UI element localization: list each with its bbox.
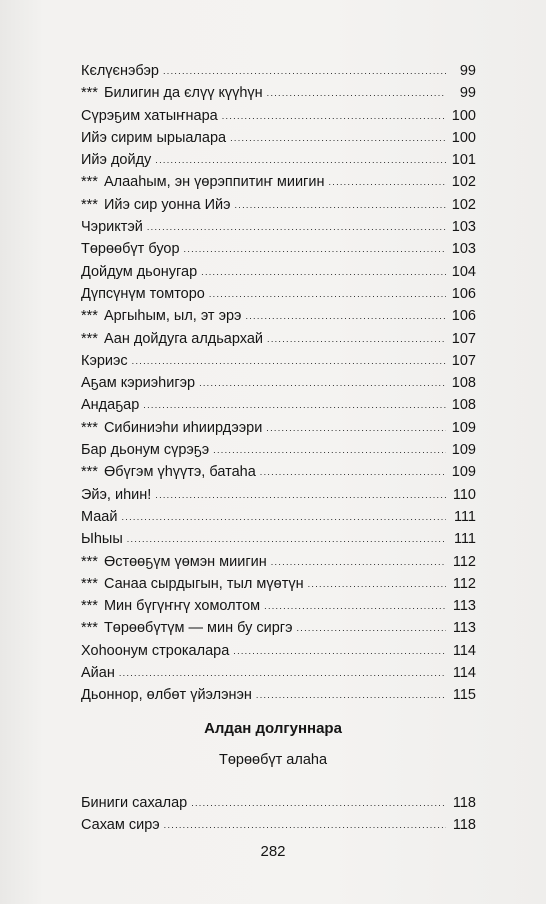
toc-entry [81, 105, 476, 127]
dot-leader [127, 527, 446, 550]
toc-entry [81, 484, 476, 506]
toc-entry-title [81, 261, 197, 283]
toc-entry-title [81, 461, 256, 483]
toc-entry-title [81, 684, 252, 706]
toc-entry [81, 573, 476, 595]
toc-entry-page: 112 [452, 575, 476, 592]
toc-entry-page: 107 [451, 330, 476, 347]
toc-entry-title [81, 506, 117, 528]
toc-entry-page: 101 [451, 152, 476, 169]
toc-entry [81, 305, 476, 327]
toc-entry-page: 111 [453, 531, 476, 548]
toc-entry [81, 238, 476, 260]
toc-entry-title-text: Ыһыы [81, 531, 123, 548]
toc-entry-title [81, 216, 143, 238]
toc-entry-title-text: Кєлүєнэбэр [81, 63, 159, 79]
toc-entry-page: 109 [451, 464, 476, 481]
toc-entry-title [81, 528, 123, 550]
dot-leader [256, 683, 446, 706]
toc-entry-title-text: Хоһоонум строкалара [81, 642, 230, 659]
toc-entry-title [81, 194, 231, 216]
toc-entry-title [81, 82, 263, 104]
toc-entry-page: 118 [452, 795, 476, 811]
toc-entry-page: 108 [451, 375, 476, 392]
toc-entry-stars: *** [81, 330, 98, 347]
toc-entry-page: 113 [452, 620, 476, 637]
dot-leader [201, 260, 446, 283]
toc-entry-title [81, 792, 187, 814]
toc-entry-title-text: Мин бүгүҥҥү хомолтом [103, 598, 261, 615]
toc-entry-title-text: Өбүгэм үһүүтэ, батаһа [103, 464, 256, 481]
dot-leader [222, 104, 446, 127]
dot-leader [147, 215, 446, 238]
table-of-contents-continued [81, 792, 476, 837]
toc-entry-title-text: Эйэ, иһин! [81, 486, 152, 503]
dot-leader [119, 661, 446, 684]
dot-leader [191, 791, 446, 814]
toc-entry [81, 439, 476, 461]
toc-entry-page: 114 [452, 642, 476, 659]
toc-entry-stars: *** [81, 419, 98, 436]
toc-entry-title [81, 573, 304, 595]
toc-entry [81, 461, 476, 483]
toc-entry-title-text: Ийэ сирим ырыалара [81, 129, 227, 146]
toc-entry-page: 99 [459, 63, 476, 79]
toc-entry [81, 506, 476, 528]
toc-entry-title-text: Аан дойдуга алдьархай [103, 330, 264, 347]
toc-entry-title [81, 640, 229, 662]
toc-entry [81, 417, 476, 439]
toc-entry-stars: *** [81, 196, 98, 213]
toc-entry-title [81, 350, 128, 372]
toc-entry [81, 283, 476, 305]
toc-entry-title-text: Дүпсүнүм томторо [81, 285, 205, 302]
toc-entry [81, 551, 476, 573]
toc-entry-title [81, 439, 209, 461]
toc-entry-page: 100 [451, 107, 476, 124]
toc-entry-title [81, 283, 205, 305]
toc-entry-title-text: Сибиниэһи иһиирдээри [103, 419, 263, 436]
toc-entry-page: 109 [451, 442, 476, 459]
toc-entry-title [81, 238, 180, 260]
dot-leader [235, 193, 447, 216]
toc-entry-title [81, 595, 260, 617]
toc-entry [81, 684, 476, 706]
dot-leader [233, 639, 446, 662]
toc-entry-page: 99 [459, 85, 476, 102]
toc-entry [81, 194, 476, 216]
toc-entry-page: 103 [451, 219, 476, 236]
toc-entry-title-text: Бар дьонум сүрэҕэ [81, 442, 210, 459]
toc-entry [81, 261, 476, 283]
dot-leader [155, 483, 446, 506]
dot-leader [132, 349, 446, 372]
dot-leader [199, 371, 446, 394]
toc-entry-title [81, 372, 195, 394]
toc-entry-title-text: Биниги сахалар [81, 795, 188, 811]
toc-entry-title-text: Төрөөбүтүм — мин бу сиргэ [103, 620, 293, 637]
toc-entry-title-text: Ийэ дойду [81, 152, 152, 169]
dot-leader [328, 170, 446, 193]
section-heading: Алдан долгуннара [204, 720, 342, 737]
dot-leader [164, 813, 446, 836]
toc-entry-page: 100 [451, 129, 476, 146]
toc-entry-title-text: Төрөөбүт буор [81, 241, 180, 258]
toc-entry-page: 111 [453, 508, 476, 525]
dot-leader [184, 237, 446, 260]
toc-entry-title-text: Кэриэс [81, 352, 128, 369]
toc-entry-title-text: Андаҕар [81, 397, 140, 414]
dot-leader [267, 327, 446, 350]
toc-entry-page: 106 [451, 308, 476, 325]
toc-entry-title [81, 417, 262, 439]
toc-entry-title-text: Чэриктэй [81, 219, 143, 236]
toc-entry-page: 114 [452, 665, 476, 682]
toc-entry-page: 118 [452, 817, 476, 834]
toc-entry-title-text: Айан [81, 665, 115, 682]
toc-entry [81, 814, 476, 836]
toc-entry-stars: *** [81, 553, 98, 570]
toc-entry-title [81, 305, 241, 327]
toc-entry-page: 106 [451, 285, 476, 302]
toc-entry-title [81, 394, 139, 416]
toc-entry [81, 640, 476, 662]
toc-entry-title [81, 814, 160, 836]
dot-leader [121, 505, 446, 528]
toc-entry [81, 372, 476, 394]
toc-entry-title [81, 60, 159, 82]
toc-entry-stars: *** [81, 308, 98, 325]
toc-entry [81, 60, 476, 82]
toc-entry-page: 102 [451, 174, 476, 191]
toc-entry-stars: *** [81, 598, 98, 615]
toc-entry-title-text: Алааһым, эн үөрэппитиҥ миигин [103, 174, 325, 191]
toc-entry-title-text: Сүрэҕим хатыҥнара [81, 107, 218, 124]
toc-entry-title-text: Билигин да єлүү күүһүн [103, 85, 263, 102]
toc-entry [81, 350, 476, 372]
toc-entry-page: 107 [451, 352, 476, 369]
dot-leader [163, 59, 446, 82]
toc-entry-title [81, 171, 324, 193]
toc-entry [81, 216, 476, 238]
dot-leader [260, 460, 446, 483]
toc-entry [81, 171, 476, 193]
dot-leader [245, 304, 446, 327]
toc-entry-page: 104 [451, 263, 476, 280]
toc-entry-title [81, 149, 151, 171]
toc-entry-title-text: Аргыһым, ыл, эт эрэ [103, 308, 242, 325]
toc-entry-title [81, 617, 293, 639]
toc-entry-title [81, 484, 151, 506]
toc-entry-page: 109 [451, 419, 476, 436]
toc-entry [81, 595, 476, 617]
toc-entry-page: 103 [451, 241, 476, 258]
dot-leader [271, 550, 446, 573]
toc-entry-title [81, 662, 115, 684]
toc-entry-stars: *** [81, 174, 98, 191]
toc-entry-stars: *** [81, 620, 98, 637]
toc-entry-stars: *** [81, 464, 98, 481]
toc-entry-page: 108 [451, 397, 476, 414]
toc-entry-title-text: Маай [81, 508, 118, 525]
toc-entry-title-text: Сахам сирэ [81, 817, 160, 834]
toc-entry-title-text: Дьоннор, өлбөт үйэлэнэн [81, 687, 252, 704]
toc-entry-title [81, 105, 218, 127]
table-of-contents [81, 60, 476, 707]
toc-entry-page: 115 [452, 687, 476, 704]
dot-leader [266, 416, 446, 439]
dot-leader [264, 594, 446, 617]
toc-entry [81, 394, 476, 416]
toc-entry [81, 149, 476, 171]
toc-entry-title-text: Аҕам кэриэһигэр [81, 375, 196, 392]
dot-leader [209, 282, 446, 305]
toc-entry-stars: *** [81, 85, 98, 102]
dot-leader [297, 616, 447, 639]
dot-leader [267, 81, 446, 104]
toc-entry-title [81, 127, 226, 149]
toc-entry-title-text: Дойдум дьонугар [81, 263, 198, 280]
toc-entry [81, 82, 476, 104]
toc-entry-title-text: Санаа сырдыгын, тыл мүөтүн [103, 575, 304, 592]
toc-entry-page: 102 [451, 196, 476, 213]
toc-entry-page: 112 [452, 553, 476, 570]
toc-entry [81, 528, 476, 550]
dot-leader [213, 438, 446, 461]
dot-leader [230, 126, 446, 149]
dot-leader [308, 572, 446, 595]
toc-entry-page: 113 [452, 598, 476, 615]
page-number: 282 [260, 843, 286, 860]
toc-entry-title [81, 328, 263, 350]
toc-entry [81, 328, 476, 350]
toc-entry-page: 110 [452, 486, 476, 503]
dot-leader [143, 393, 446, 416]
toc-entry [81, 617, 476, 639]
section-subheading: Төрөөбүт алаһа [218, 752, 328, 768]
dot-leader [155, 148, 446, 171]
toc-entry-title-text: Өстөөҕүм үөмэн миигин [103, 553, 267, 570]
toc-entry-stars: *** [81, 575, 98, 592]
toc-entry [81, 662, 476, 684]
toc-entry-title [81, 551, 267, 573]
toc-entry-title-text: Ийэ сир уонна Ийэ [103, 196, 231, 213]
toc-entry [81, 127, 476, 149]
toc-entry [81, 792, 476, 814]
